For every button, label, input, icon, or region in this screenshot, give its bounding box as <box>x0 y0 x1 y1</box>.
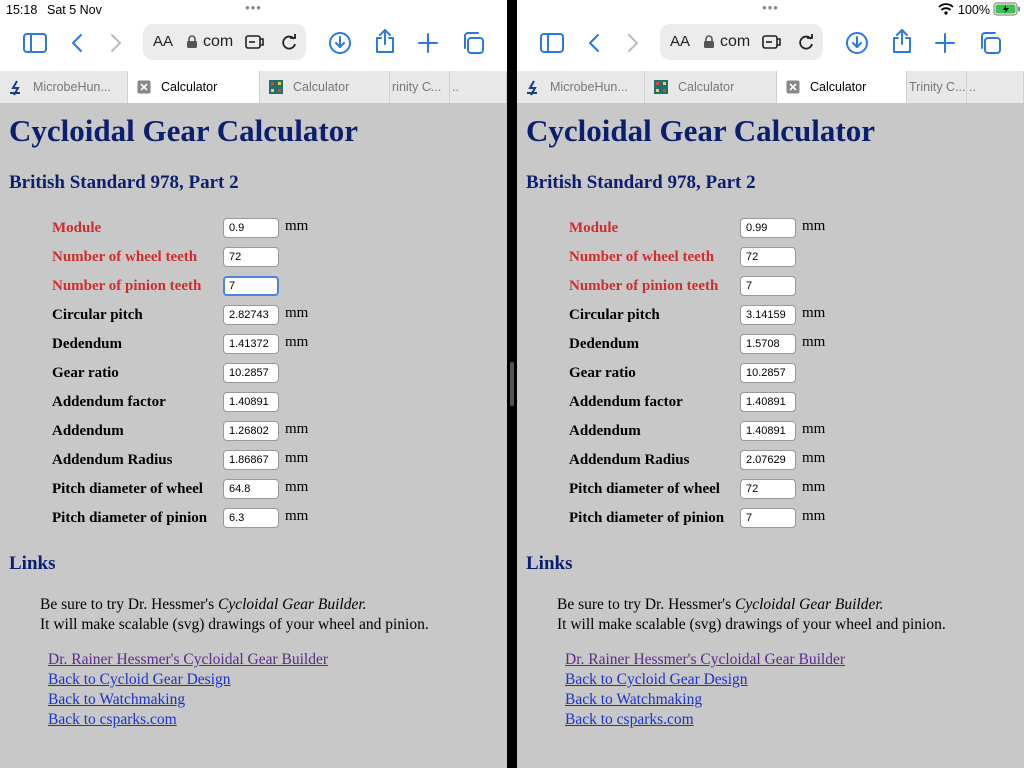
watchmaking-link[interactable]: Back to Watchmaking <box>48 691 186 708</box>
circular-pitch-input[interactable]: 3.14159 <box>740 305 796 325</box>
addendum-input[interactable]: 1.40891 <box>740 421 796 441</box>
number-of-pinion-teeth-input[interactable]: 7 <box>740 276 796 296</box>
tab-label: rinity C... <box>392 80 442 94</box>
text-size-button[interactable]: AA <box>670 33 691 50</box>
unit-label: mm <box>802 421 826 437</box>
status-time: 15:18 <box>6 3 38 17</box>
field-row-addendum-radius <box>517 450 1024 472</box>
tab-label: Calculator <box>293 80 350 94</box>
pitch-diameter-of-wheel-input[interactable]: 64.8 <box>223 479 279 499</box>
right-safari-pane <box>517 0 1024 768</box>
unit-label: mm <box>802 479 826 495</box>
unit-label: mm <box>285 508 309 524</box>
field-row-dedendum <box>517 334 1024 356</box>
links-heading: Links <box>9 553 56 574</box>
field-row-circular-pitch <box>517 305 1024 327</box>
unit-label: mm <box>285 450 309 466</box>
calculator-favicon-icon <box>654 80 668 94</box>
number-of-pinion-teeth-input[interactable]: 7 <box>223 276 279 296</box>
circular-pitch-input[interactable]: 2.82743 <box>223 305 279 325</box>
new-tab-icon[interactable] <box>930 28 960 58</box>
sidebar-icon[interactable] <box>20 28 50 58</box>
status-date: Sat 5 Nov <box>47 3 102 17</box>
address-bar[interactable] <box>660 24 823 60</box>
download-icon[interactable] <box>325 28 355 58</box>
unit-label: mm <box>802 334 826 350</box>
field-row-number-of-pinion-teeth <box>517 276 1024 298</box>
page-title: Cycloidal Gear Calculator <box>9 113 358 148</box>
number-of-wheel-teeth-input[interactable]: 72 <box>223 247 279 267</box>
csparks-link[interactable]: Back to csparks.com <box>48 711 177 728</box>
gear-ratio-input[interactable]: 10.2857 <box>223 363 279 383</box>
multitasking-dots-icon[interactable]: ••• <box>762 0 779 15</box>
hessmer-gear-builder-link[interactable]: Dr. Rainer Hessmer's Cycloidal Gear Builder <box>48 651 328 668</box>
field-label: Dedendum <box>569 336 640 352</box>
status-battery: 100% <box>958 3 990 17</box>
addendum-factor-input[interactable]: 1.40891 <box>740 392 796 412</box>
field-label: Circular pitch <box>569 307 660 323</box>
field-label: Dedendum <box>52 336 123 352</box>
page-subtitle: British Standard 978, Part 2 <box>9 172 239 193</box>
field-label: Number of pinion teeth <box>52 278 202 294</box>
extension-icon[interactable] <box>245 33 267 56</box>
unit-label: mm <box>802 218 826 234</box>
module-input[interactable]: 0.9 <box>223 218 279 238</box>
tab-label: Calculator <box>678 80 735 94</box>
new-tab-icon[interactable] <box>413 28 443 58</box>
field-label: Pitch diameter of wheel <box>52 481 203 497</box>
download-icon[interactable] <box>842 28 872 58</box>
field-row-circular-pitch <box>0 305 507 327</box>
field-label: Addendum <box>569 423 641 439</box>
number-of-wheel-teeth-input[interactable]: 72 <box>740 247 796 267</box>
browser-toolbar <box>517 0 1024 71</box>
tab-label: Calculator <box>810 80 867 94</box>
address-bar[interactable] <box>143 24 306 60</box>
field-row-pitch-diameter-of-pinion <box>0 508 507 530</box>
field-label: Addendum factor <box>569 394 683 410</box>
field-row-number-of-wheel-teeth <box>517 247 1024 269</box>
unit-label: mm <box>802 305 826 321</box>
calculator-favicon-icon <box>269 80 283 94</box>
field-label: Addendum factor <box>52 394 166 410</box>
tab-1[interactable] <box>645 71 777 103</box>
field-row-pitch-diameter-of-pinion <box>517 508 1024 530</box>
page-content <box>517 103 1024 768</box>
split-view-handle[interactable] <box>510 362 514 406</box>
field-row-gear-ratio <box>0 363 507 385</box>
field-row-number-of-pinion-teeth <box>0 276 507 298</box>
unit-label: mm <box>285 334 309 350</box>
tab-0[interactable] <box>517 71 645 103</box>
microbe-logo-icon <box>9 80 23 94</box>
unit-label: mm <box>802 450 826 466</box>
tab-bar <box>0 71 507 104</box>
field-row-number-of-wheel-teeth <box>0 247 507 269</box>
addendum-factor-input[interactable]: 1.40891 <box>223 392 279 412</box>
left-safari-pane <box>0 0 507 768</box>
tab-label: Trinity C... <box>909 80 966 94</box>
unit-label: mm <box>285 479 309 495</box>
field-label: Gear ratio <box>569 365 636 381</box>
page-title: Cycloidal Gear Calculator <box>526 113 875 148</box>
hessmer-gear-builder-link[interactable]: Dr. Rainer Hessmer's Cycloidal Gear Builder <box>565 651 845 668</box>
tab-2[interactable] <box>777 71 907 103</box>
reload-icon[interactable] <box>797 33 815 56</box>
sidebar-icon[interactable] <box>537 28 567 58</box>
pitch-diameter-of-pinion-input[interactable]: 6.3 <box>223 508 279 528</box>
field-row-pitch-diameter-of-wheel <box>517 479 1024 501</box>
share-icon[interactable] <box>370 26 400 56</box>
field-row-addendum-radius <box>0 450 507 472</box>
tab-4[interactable] <box>967 71 1024 103</box>
page-subtitle: British Standard 978, Part 2 <box>526 172 756 193</box>
close-icon[interactable] <box>786 80 800 94</box>
pitch-diameter-of-wheel-input[interactable]: 72 <box>740 479 796 499</box>
unit-label: mm <box>285 421 309 437</box>
tab-1[interactable] <box>128 71 260 103</box>
unit-label: mm <box>285 305 309 321</box>
field-row-module <box>517 218 1024 240</box>
tab-3[interactable] <box>907 71 967 103</box>
dedendum-input[interactable]: 1.41372 <box>223 334 279 354</box>
field-label: Number of pinion teeth <box>569 278 719 294</box>
field-row-dedendum <box>0 334 507 356</box>
csparks-link[interactable]: Back to csparks.com <box>565 711 694 728</box>
cycloid-gear-design-link[interactable]: Back to Cycloid Gear Design <box>48 671 231 688</box>
field-label: Circular pitch <box>52 307 143 323</box>
field-label: Gear ratio <box>52 365 119 381</box>
tab-label: Calculator <box>161 80 218 94</box>
watchmaking-link[interactable]: Back to Watchmaking <box>565 691 703 708</box>
url-host: com <box>720 33 751 50</box>
reload-icon[interactable] <box>280 33 298 56</box>
tab-4[interactable] <box>450 71 507 103</box>
tab-label: .. <box>452 80 459 94</box>
unit-label: mm <box>802 508 826 524</box>
field-row-gear-ratio <box>517 363 1024 385</box>
links-description: Be sure to try Dr. Hessmer's Cycloidal Gear Builder. It will make scalable (svg) drawings of your wheel and pinion. <box>40 596 429 633</box>
share-icon[interactable] <box>887 26 917 56</box>
tab-3[interactable] <box>390 71 450 103</box>
links-heading: Links <box>526 553 573 574</box>
unit-label: mm <box>285 218 309 234</box>
field-row-pitch-diameter-of-wheel <box>0 479 507 501</box>
links-description: Be sure to try Dr. Hessmer's Cycloidal Gear Builder. It will make scalable (svg) drawings of your wheel and pinion. <box>557 596 946 633</box>
back-icon[interactable] <box>579 28 609 58</box>
field-row-addendum <box>0 421 507 443</box>
pitch-diameter-of-pinion-input[interactable]: 7 <box>740 508 796 528</box>
lock-icon <box>186 35 198 54</box>
tab-overview-icon[interactable] <box>458 28 488 58</box>
field-row-module <box>0 218 507 240</box>
browser-toolbar <box>0 0 507 71</box>
tab-overview-icon[interactable] <box>975 28 1005 58</box>
tab-label: .. <box>969 80 976 94</box>
field-label: Number of wheel teeth <box>52 249 198 265</box>
addendum-radius-input[interactable]: 2.07629 <box>740 450 796 470</box>
field-label: Number of wheel teeth <box>569 249 715 265</box>
lock-icon <box>703 35 715 54</box>
field-row-addendum-factor <box>517 392 1024 414</box>
field-label: Addendum Radius <box>569 452 690 468</box>
field-label: Module <box>569 220 619 236</box>
extension-icon[interactable] <box>762 33 784 56</box>
url-host: com <box>203 33 234 50</box>
tab-label: MicrobeHun... <box>33 80 111 94</box>
tab-bar <box>517 71 1024 104</box>
page-content <box>0 103 507 768</box>
back-icon[interactable] <box>62 28 92 58</box>
field-row-addendum <box>517 421 1024 443</box>
tab-2[interactable] <box>260 71 390 103</box>
field-label: Pitch diameter of pinion <box>569 510 725 526</box>
tab-label: MicrobeHun... <box>550 80 628 94</box>
field-label: Addendum Radius <box>52 452 173 468</box>
gear-ratio-input[interactable]: 10.2857 <box>740 363 796 383</box>
addendum-radius-input[interactable]: 1.86867 <box>223 450 279 470</box>
dedendum-input[interactable]: 1.5708 <box>740 334 796 354</box>
field-row-addendum-factor <box>0 392 507 414</box>
field-label: Pitch diameter of pinion <box>52 510 208 526</box>
text-size-button[interactable]: AA <box>153 33 174 50</box>
close-icon[interactable] <box>137 80 151 94</box>
microbe-logo-icon <box>526 80 540 94</box>
module-input[interactable]: 0.99 <box>740 218 796 238</box>
field-label: Pitch diameter of wheel <box>569 481 720 497</box>
field-label: Addendum <box>52 423 124 439</box>
forward-icon[interactable] <box>618 28 648 58</box>
tab-0[interactable] <box>0 71 128 103</box>
multitasking-dots-icon[interactable]: ••• <box>245 0 262 15</box>
cycloid-gear-design-link[interactable]: Back to Cycloid Gear Design <box>565 671 748 688</box>
forward-icon[interactable] <box>101 28 131 58</box>
field-label: Module <box>52 220 102 236</box>
addendum-input[interactable]: 1.26802 <box>223 421 279 441</box>
